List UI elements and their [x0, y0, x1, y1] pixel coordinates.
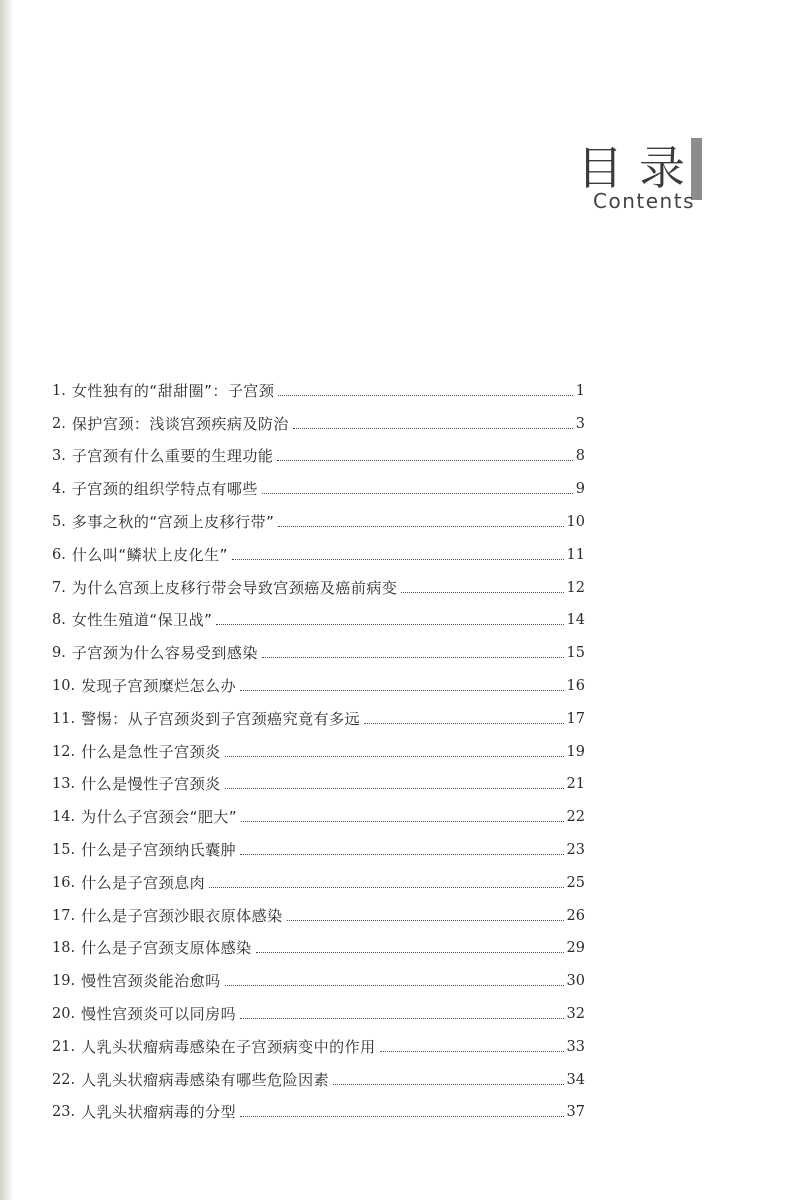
toc-entry-page-number: 12 [566, 579, 585, 596]
toc-entry-title: 多事之秋的“宫颈上皮移行带” [71, 512, 275, 531]
toc-entry[interactable] [52, 826, 585, 859]
toc-entry-title: 为什么子宫颈会“肥大” [81, 808, 238, 827]
toc-entry[interactable] [52, 564, 585, 597]
toc-entry-title: 女性生殖道“保卫战” [71, 611, 213, 630]
toc-entry-number: 2. [52, 415, 66, 432]
toc-entry[interactable] [52, 925, 585, 958]
toc-entry[interactable] [52, 531, 585, 564]
toc-entry-page-number: 30 [566, 973, 585, 990]
toc-entry-number: 1. [52, 382, 66, 399]
toc-dot-leader [262, 493, 573, 494]
toc-entry-number: 3. [52, 448, 66, 465]
toc-dot-leader [277, 460, 572, 461]
toc-entry-page-number: 21 [566, 776, 585, 793]
toc-dot-leader [278, 526, 563, 527]
toc-entry[interactable] [52, 1056, 585, 1089]
toc-entry-number: 6. [52, 546, 66, 563]
toc-entry-title: 什么是子宫颈支原体感染 [81, 939, 252, 958]
toc-entry-page-number: 9 [575, 481, 585, 498]
toc-entry[interactable] [52, 662, 585, 695]
toc-entry-title: 保护宫颈：浅谈宫颈疾病及防治 [71, 414, 289, 433]
toc-dot-leader [216, 624, 563, 625]
toc-entry[interactable] [52, 367, 585, 400]
toc-entry-title: 发现子宫颈糜烂怎么办 [81, 676, 237, 695]
toc-entry-title: 什么是子宫颈沙眼衣原体感染 [81, 906, 283, 925]
toc-entry-number: 10. [52, 677, 76, 694]
toc-dot-leader [364, 723, 563, 724]
toc-dot-leader [240, 1018, 563, 1019]
toc-entry-title: 人乳头状瘤病毒感染在子宫颈病变中的作用 [81, 1037, 376, 1056]
toc-entry[interactable] [52, 629, 585, 662]
toc-entry-title: 什么是子宫颈息肉 [81, 873, 206, 892]
toc-dot-leader [225, 756, 564, 757]
toc-entry-page-number: 25 [566, 874, 585, 891]
toc-entry-number: 9. [52, 645, 66, 662]
toc-entry-title: 人乳头状瘤病毒感染有哪些危险因素 [81, 1070, 330, 1089]
toc-entry-title: 为什么宫颈上皮移行带会导致宫颈癌及癌前病变 [71, 578, 398, 597]
toc-entry-number: 8. [52, 612, 66, 629]
toc-entry-page-number: 32 [566, 1005, 585, 1022]
toc-entry-page-number: 8 [575, 448, 585, 465]
toc-entry[interactable] [52, 892, 585, 925]
toc-entry-page-number: 26 [566, 907, 585, 924]
toc-dot-leader [256, 952, 564, 953]
toc-entry-number: 22. [52, 1071, 76, 1088]
toc-dot-leader [241, 821, 563, 822]
toc-entry[interactable] [52, 728, 585, 761]
toc-entry[interactable] [52, 597, 585, 630]
toc-dot-leader [232, 559, 564, 560]
toc-entry-title: 什么是急性子宫颈炎 [81, 742, 221, 761]
toc-entry[interactable] [52, 1089, 585, 1122]
toc-dot-leader [293, 428, 573, 429]
table-of-contents [52, 367, 585, 1121]
toc-dot-leader [262, 657, 564, 658]
toc-dot-leader [401, 592, 563, 593]
toc-entry-page-number: 3 [575, 415, 585, 432]
toc-entry-page-number: 15 [566, 645, 585, 662]
toc-header [577, 141, 701, 213]
toc-entry-page-number: 37 [566, 1104, 585, 1121]
toc-entry-title: 慢性宫颈炎可以同房吗 [81, 1004, 237, 1023]
toc-entry-number: 16. [52, 874, 76, 891]
toc-entry[interactable] [52, 793, 585, 826]
toc-entry-page-number: 34 [566, 1071, 585, 1088]
toc-entry-number: 11. [52, 710, 76, 727]
page-binding-shadow [0, 0, 14, 1200]
toc-entry[interactable] [52, 990, 585, 1023]
toc-entry-title: 子宫颈为什么容易受到感染 [71, 644, 258, 663]
toc-entry-number: 18. [52, 940, 76, 957]
page-subtitle: Contents [593, 189, 695, 213]
toc-entry-page-number: 11 [566, 546, 585, 563]
toc-entry-page-number: 29 [566, 940, 585, 957]
toc-entry-number: 20. [52, 1005, 76, 1022]
toc-entry-title: 子宫颈有什么重要的生理功能 [71, 447, 274, 466]
toc-entry-title: 警惕：从子宫颈炎到子宫颈癌究竟有多远 [81, 709, 361, 728]
toc-entry-number: 5. [52, 513, 66, 530]
toc-entry-page-number: 1 [575, 382, 585, 399]
toc-dot-leader [278, 395, 572, 396]
toc-entry-number: 17. [52, 907, 76, 924]
toc-entry-number: 21. [52, 1038, 76, 1055]
toc-entry-page-number: 23 [566, 841, 585, 858]
toc-entry-title: 什么是慢性子宫颈炎 [81, 775, 221, 794]
toc-dot-leader [225, 985, 564, 986]
toc-entry-page-number: 17 [566, 710, 585, 727]
toc-entry-title: 什么是子宫颈纳氏囊肿 [81, 840, 237, 859]
toc-entry-page-number: 22 [566, 809, 585, 826]
toc-entry-number: 7. [52, 579, 66, 596]
toc-entry[interactable] [52, 1023, 585, 1056]
toc-dot-leader [333, 1084, 563, 1085]
toc-entry[interactable] [52, 859, 585, 892]
toc-dot-leader [225, 788, 564, 789]
toc-entry-number: 12. [52, 743, 76, 760]
toc-entry-number: 15. [52, 841, 76, 858]
toc-dot-leader [380, 1051, 564, 1052]
toc-entry-number: 13. [52, 776, 76, 793]
toc-entry-title: 慢性宫颈炎能治愈吗 [81, 972, 221, 991]
toc-entry-title: 子宫颈的组织学特点有哪些 [71, 480, 258, 499]
toc-entry-title: 女性独有的“甜甜圈”：子宫颈 [71, 381, 275, 400]
toc-entry-page-number: 16 [566, 677, 585, 694]
toc-entry[interactable] [52, 433, 585, 466]
toc-entry-page-number: 19 [566, 743, 585, 760]
toc-entry[interactable] [52, 695, 585, 728]
toc-entry-page-number: 14 [566, 612, 585, 629]
toc-entry-number: 4. [52, 481, 66, 498]
toc-dot-leader [209, 887, 563, 888]
toc-entry[interactable] [52, 498, 585, 531]
toc-entry-number: 19. [52, 973, 76, 990]
toc-entry[interactable] [52, 465, 585, 498]
toc-entry-number: 14. [52, 809, 76, 826]
toc-entry-title: 人乳头状瘤病毒的分型 [81, 1103, 237, 1122]
toc-dot-leader [240, 854, 563, 855]
toc-entry-number: 23. [52, 1104, 76, 1121]
toc-entry[interactable] [52, 400, 585, 433]
toc-entry[interactable] [52, 957, 585, 990]
toc-entry-title: 什么叫“鳞状上皮化生” [71, 545, 228, 564]
page-title: 目录 [577, 141, 701, 195]
toc-entry[interactable] [52, 761, 585, 794]
toc-dot-leader [287, 920, 564, 921]
toc-dot-leader [240, 1116, 563, 1117]
toc-dot-leader [240, 690, 563, 691]
toc-entry-page-number: 10 [566, 513, 585, 530]
toc-entry-page-number: 33 [566, 1038, 585, 1055]
